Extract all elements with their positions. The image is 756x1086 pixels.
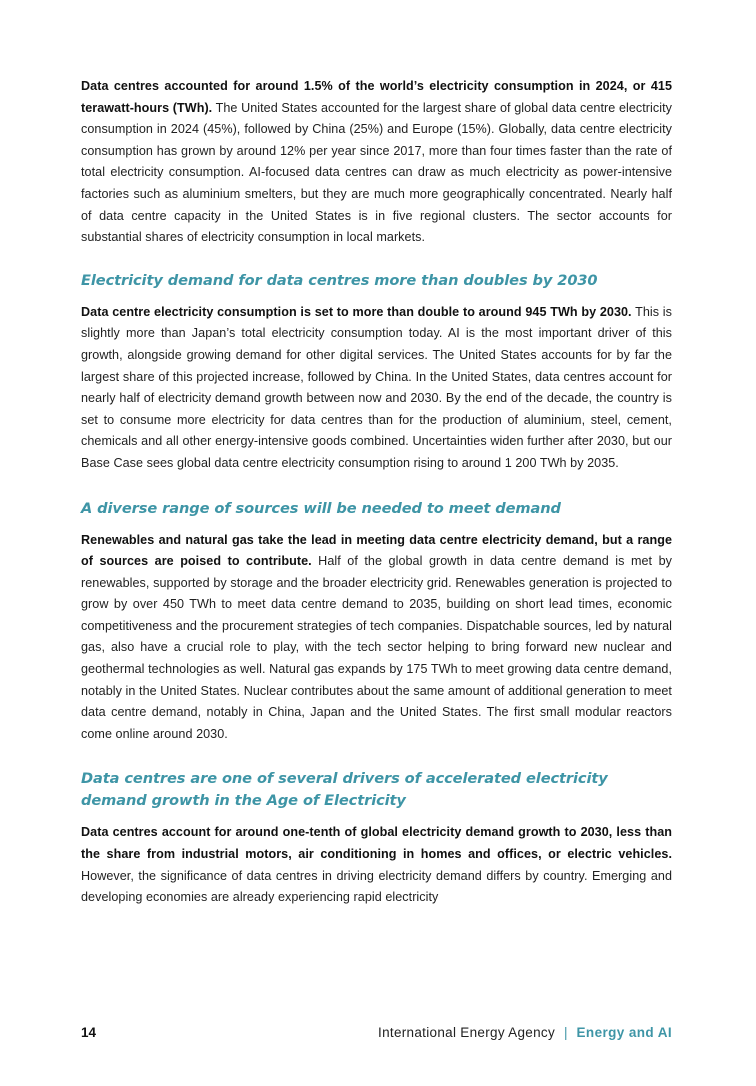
paragraph-demand-doubles — [81, 302, 672, 475]
paragraph-body: The United States accounted for the largest share of global data centre electricity consumption in 2024 (45%), followed by China (25%) and Europe (15%). Globally, data centre electricity consumption has grown by around 12% per year since 2017, more than four times faster than the rate of total electricity consumption. AI-focused data centres can draw as much electricity as power-intensive factories such as aluminium smelters, but they are much more geographically concentrated. Nearly half of data centre capacity in the United States is in five regional clusters. The sector accounts for substantial shares of electricity consumption in local markets. — [81, 100, 672, 245]
page-number: 14 — [81, 1025, 97, 1040]
section-heading-several-drivers: Data centres are one of several drivers of accelerated electricity demand growth in the Age of Electricity — [81, 770, 608, 810]
main-content — [81, 76, 672, 909]
paragraph-lead: Data centres account for around one-tenth of global electricity demand growth to 2030, less than the share from industrial motors, air conditioning in homes and offices, or electric vehicles. — [81, 825, 672, 862]
page-footer — [81, 1023, 672, 1043]
paragraph-lead: Data centre electricity consumption is set to more than double to around 945 TWh by 2030. — [81, 304, 632, 319]
paragraph-data-centre-share — [81, 76, 672, 249]
paragraph-body: Half of the global growth in data centre demand is met by renewables, supported by storage and the broader electricity grid. Renewables generation is projected to grow by over 450 TWh to meet data centre demand to 2035, building on short lead times, economic competitiveness and the procurement strategies of tech companies. Dispatchable sources, led by natural gas, also have a crucial role to play, with the tech sector helping to bring forward new nuclear and geothermal technologies as well. Natural gas expands by 175 TWh to meet growing data centre demand, notably in the United States. Nuclear contributes about the same amount of additional generation to meet data centre demand, notably in China, Japan and the United States. The first small modular reactors come online around 2030. — [81, 554, 673, 741]
paragraph-body: This is slightly more than Japan’s total electricity consumption today. AI is the most important driver of this growth, alongside growing demand for other digital services. The United States accounts for by far the largest share of this projected increase, followed by China. In the United States, data centres account for nearly half of electricity demand growth between now and 2030. By the end of the decade, the country is set to consume more electricity for data centres than for the production of aluminium, steel, cement, chemicals and all other energy-intensive goods combined. Uncertainties widen further after 2030, but our Base Case sees global data centre electricity consumption rising to around 1 200 TWh by 2035. — [81, 304, 672, 470]
paragraph-lead: Renewables and natural gas take the lead in meeting data centre electricity demand, but a range of sources are poised to contribute. — [81, 532, 672, 569]
footer-separator: | — [564, 1025, 568, 1040]
footer-publication — [378, 1023, 672, 1043]
section-heading-demand-doubles: Electricity demand for data centres more than doubles by 2030 — [81, 271, 598, 289]
paragraph-several-drivers — [81, 822, 672, 908]
footer-report-title: Energy and AI — [576, 1025, 672, 1040]
paragraph-lead: Data centres accounted for around 1.5% of the world’s electricity consumption in 2024, or 415 terawatt-hours (TWh). — [81, 79, 672, 115]
paragraph-diverse-sources — [81, 530, 672, 746]
footer-organization: International Energy Agency — [378, 1025, 556, 1040]
section-heading-diverse-sources: A diverse range of sources will be needed to meet demand — [81, 499, 561, 517]
paragraph-body: However, the significance of data centres in driving electricity demand differs by country. Emerging and developing economies are already experiencing rapid electricity — [81, 868, 672, 905]
